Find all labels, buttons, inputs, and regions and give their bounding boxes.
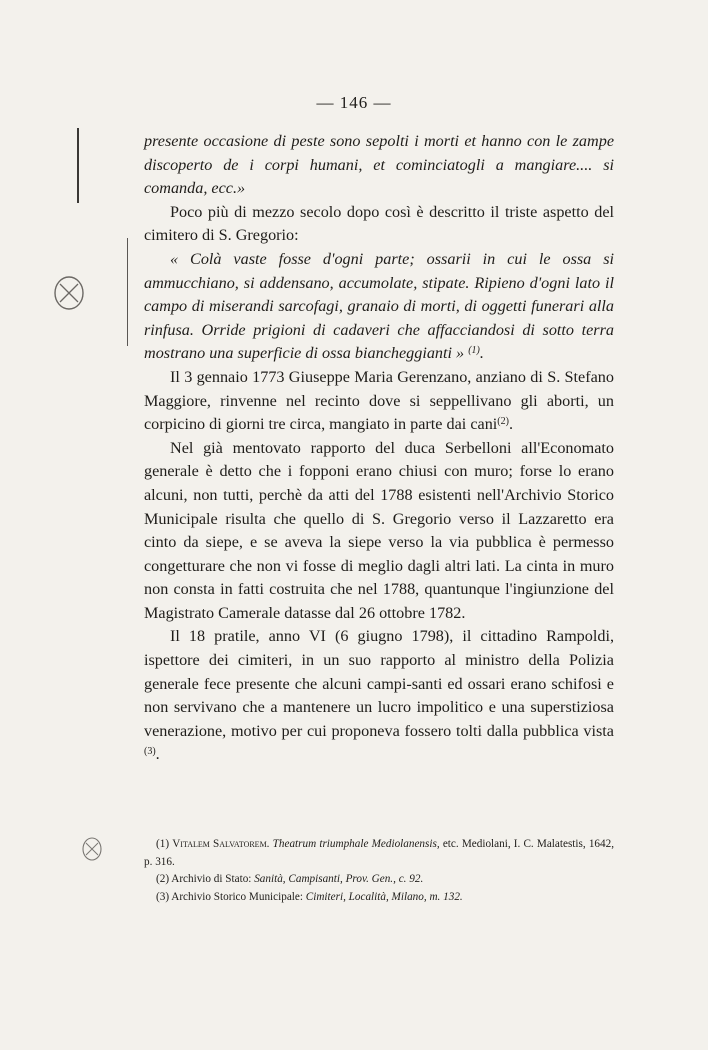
- paragraph-6: Il 18 pratile, anno VI (6 giugno 1798), il cittadino Rampoldi, ispettore dei cimiteri, in un suo rapporto al ministro della Polizia generale fece presente che alcuni campi-santi ed ossari erano schifosi e non servivano che a mantenere un lucro impolitico e una superstiziosa venerazione, motivo per cui proponeva fossero tolti dalla pubblica vista $^{(3)}$.: [144, 627, 614, 764]
- footnote-2: (2) Archivio di Stato: Sanità, Campisanti, Prov. Gen., c. 92.: [156, 873, 424, 885]
- margin-pencil-mark-2: [127, 238, 128, 346]
- paragraph-1: presente occasione di peste sono sepolti i morti et hanno con le zampe discoperto de i corpi humani, et cominciatogli a mangiare.... si comanda, ecc.»: [144, 132, 614, 198]
- paragraph-3: « Colà vaste fosse d'ogni parte; ossarii in cui le ossa si ammucchiano, si addensano, accumolate, stipate. Ripieno d'ogni lato il campo di miserandi sarcofagi, granaio di morti, di oggetti funerari alla rinfusa. Orride prigioni di cadaveri che affacciandosi di sotto terra mostrano una superficie di ossa biancheggianti » $^{(1)}$.: [144, 249, 614, 363]
- footnote-ref-3: (3): [144, 746, 156, 758]
- page-number: — 146 —: [316, 93, 392, 112]
- footnote-3: (3) Archivio Storico Municipale: Cimiteri, Località, Milano, m. 132.: [156, 890, 463, 903]
- paragraph-5: Nel già mentovato rapporto del duca Serbelloni all'Economato generale è detto che i fopponi erano chiusi con muro; forse lo erano alcuni, non tutti, perchè da atti del 1788 esistenti nell'Archivio Storico Municipale risulta che quello di S. Gregorio verso il Lazzaretto era cinto da siepe, e se aveva la siepe verso la via pubblica è permesso congetturare che non vi fosse di meglio dagli altri lati. La cinta in muro non consta in fatti costruita che nel 1788, quantunque l'ingiunzione del Magistrato Camerale datasse dal 26 ottobre 1782.: [144, 438, 614, 622]
- library-stamp-icon-small: [80, 836, 104, 862]
- footnote-ref-1: (1): [468, 345, 480, 357]
- paragraph-2: Poco più di mezzo secolo dopo così è descritto il triste aspetto del cimitero di S. Gregorio:: [144, 202, 614, 245]
- footnotes: [144, 836, 614, 906]
- footnote-ref-2: (2): [497, 416, 509, 428]
- margin-pencil-mark: [77, 128, 79, 203]
- footnote-1: (1) Vitalem Salvatorem. Theatrum triumphale Mediolanensis, etc. Mediolani, I. C. Malatestis, 1642, p. 316.: [144, 838, 615, 868]
- body-text: [144, 130, 614, 767]
- paragraph-4: Il 3 gennaio 1773 Giuseppe Maria Gerenzano, anziano di S. Stefano Maggiore, rinvenne nel recinto dove si seppellivano gli aborti, un corpicino di giorni tre circa, mangiato in parte dai cani$^{(2)}$.: [144, 367, 614, 434]
- library-stamp-icon: [52, 274, 86, 312]
